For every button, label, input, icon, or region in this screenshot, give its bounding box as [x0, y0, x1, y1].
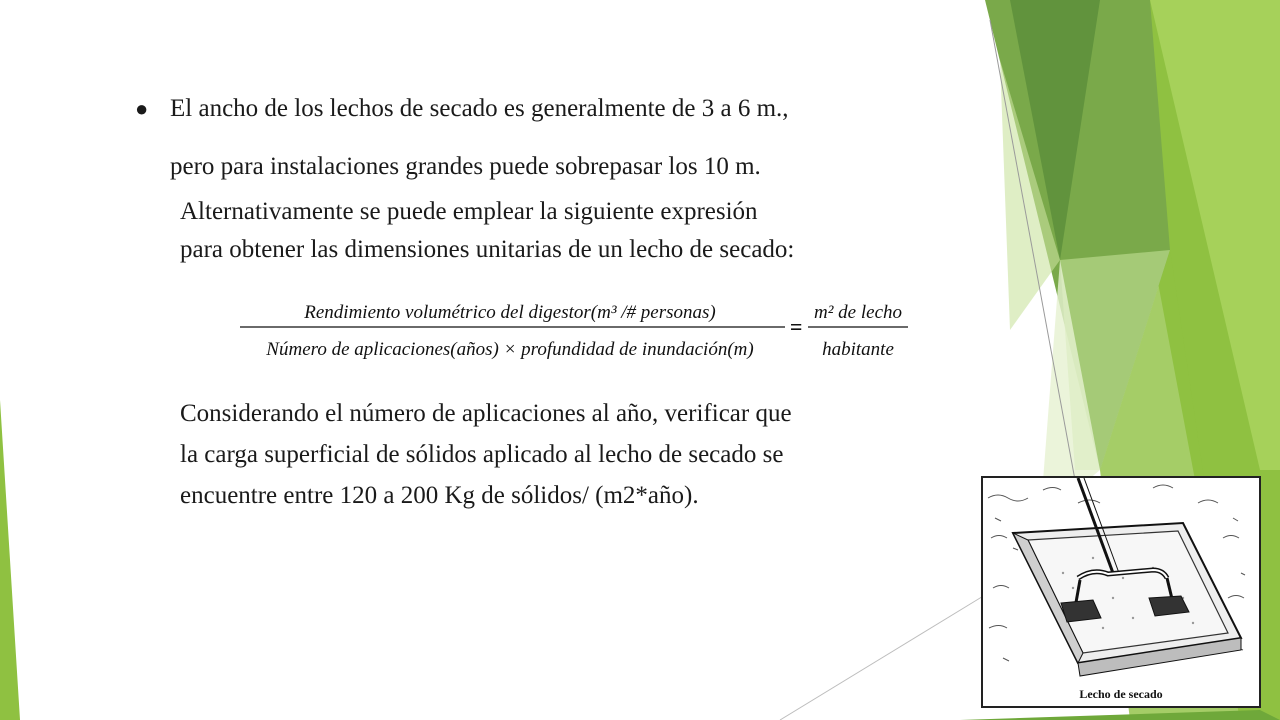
- formula-numerator: Rendimiento volumétrico del digestor(m³ /# personas): [304, 302, 716, 323]
- verification-line-1: Considerando el número de aplicaciones al año, verificar que: [180, 400, 792, 427]
- formula-denominator: Número de aplicaciones(años) × profundidad de inundación(m): [266, 339, 754, 360]
- formula-rhs-numerator: m² de lecho: [814, 302, 902, 323]
- intro-line-2: para obtener las dimensiones unitarias de un lecho de secado:: [180, 236, 795, 263]
- formula: [240, 292, 920, 367]
- verification-paragraph: [180, 393, 970, 516]
- drying-bed-illustration: [981, 476, 1261, 708]
- intro-paragraph: [180, 193, 980, 269]
- drying-bed-drawing: [983, 478, 1259, 683]
- image-caption: Lecho de secado: [1079, 687, 1163, 701]
- bullet-line-1: El ancho de los lechos de secado es generalmente de 3 a 6 m.,: [170, 95, 789, 122]
- verification-line-3: encuentre entre 120 a 200 Kg de sólidos/ (m2*año).: [180, 482, 699, 509]
- bullet-line-2: pero para instalaciones grandes puede sobrepasar los 10 m.: [170, 153, 761, 180]
- bullet-icon: ●: [135, 96, 149, 121]
- formula-equals: =: [789, 314, 803, 339]
- verification-line-2: la carga superficial de sólidos aplicado al lecho de secado se: [180, 441, 784, 468]
- intro-line-1: Alternativamente se puede emplear la siguiente expresión: [180, 198, 758, 225]
- formula-rhs-denominator: habitante: [822, 339, 894, 360]
